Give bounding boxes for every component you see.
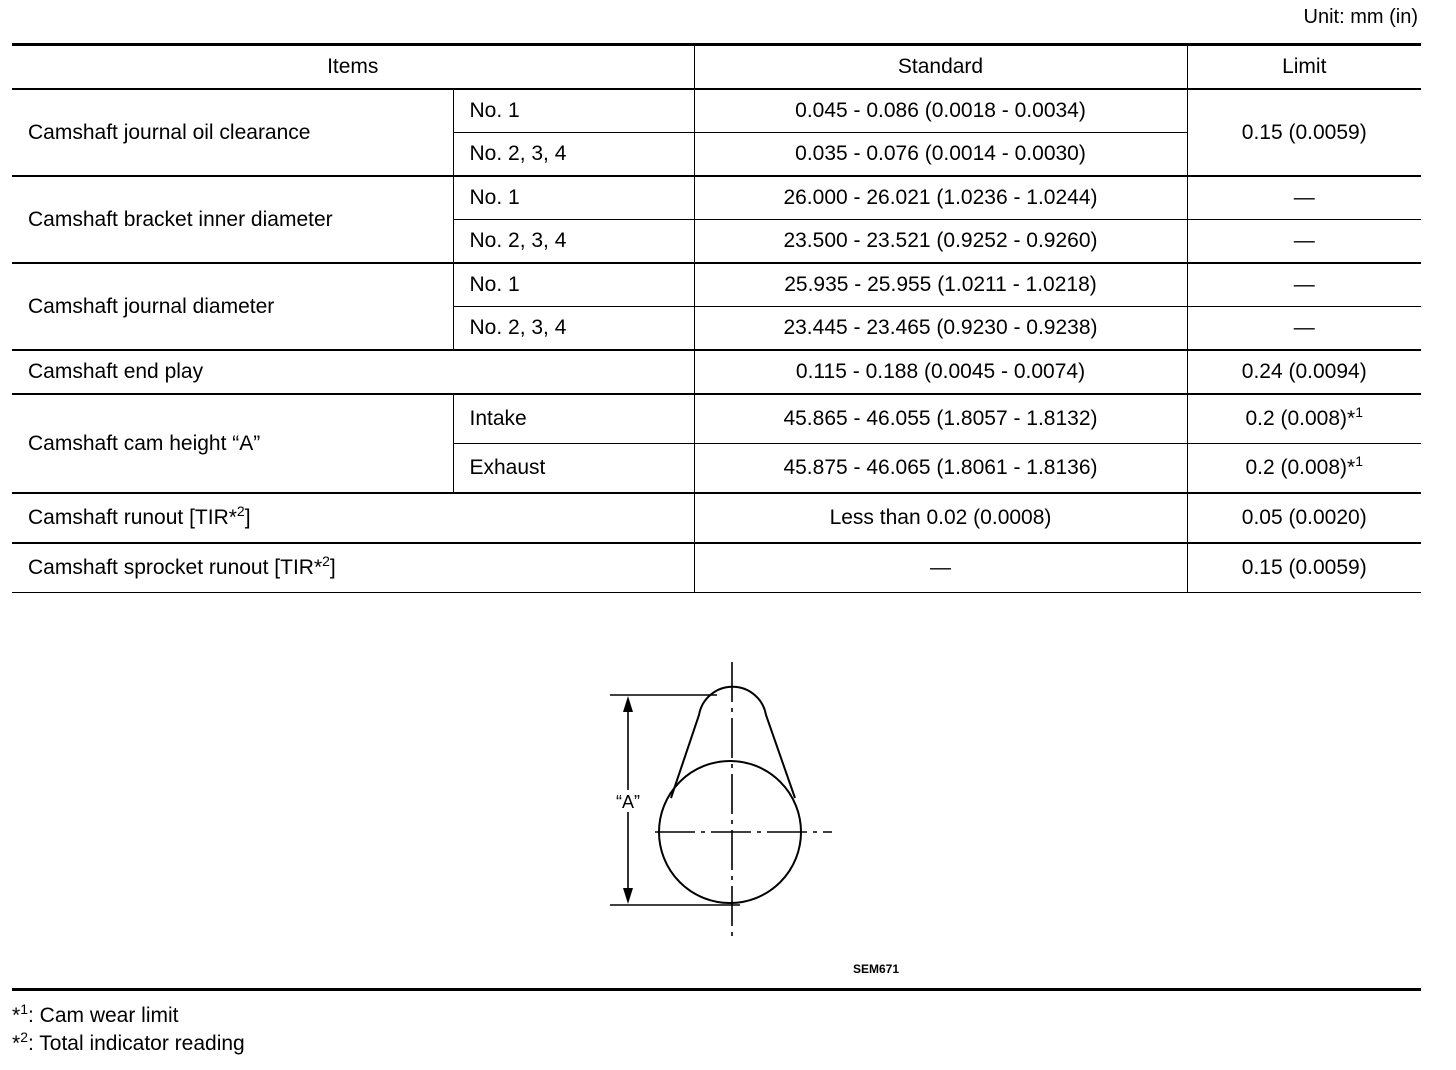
limit-text: 0.2 (0.008)* (1245, 456, 1356, 479)
footnotes (12, 1002, 245, 1058)
row-label-bracket-inner-diameter: Camshaft bracket inner diameter (12, 176, 453, 263)
footnote-mark: * (12, 1004, 21, 1027)
sub-label: No. 2, 3, 4 (453, 307, 694, 351)
row-label-sprocket-runout (12, 543, 694, 593)
sub-label: No. 2, 3, 4 (453, 220, 694, 264)
standard-value: 23.500 - 23.521 (0.9252 - 0.9260) (694, 220, 1187, 264)
table-row (12, 493, 1421, 543)
standard-value: 25.935 - 25.955 (1.0211 - 1.0218) (694, 263, 1187, 307)
standard-value: 26.000 - 26.021 (1.0236 - 1.0244) (694, 176, 1187, 220)
table-row (12, 176, 1421, 220)
limit-text: 0.2 (0.008)* (1245, 407, 1356, 430)
row-label-journal-oil-clearance: Camshaft journal oil clearance (12, 89, 453, 176)
table-row (12, 263, 1421, 307)
sub-label: Intake (453, 394, 694, 444)
footnote-1 (12, 1002, 245, 1030)
standard-value: 45.875 - 46.065 (1.8061 - 1.8136) (694, 444, 1187, 494)
runout-label-text: Camshaft runout [TIR* (28, 506, 237, 529)
footnote-mark: * (12, 1032, 21, 1055)
footnote-2 (12, 1030, 245, 1058)
header-standard: Standard (694, 45, 1187, 90)
standard-value: Less than 0.02 (0.0008) (694, 493, 1187, 543)
table-row (12, 394, 1421, 444)
footnote-ref: 1 (1355, 453, 1364, 469)
standard-value: 0.115 - 0.188 (0.0045 - 0.0074) (694, 350, 1187, 394)
dimension-label: “A” (616, 792, 640, 812)
limit-value: — (1187, 263, 1421, 307)
standard-value: 0.045 - 0.086 (0.0018 - 0.0034) (694, 89, 1187, 133)
cam-lobe-outline (671, 687, 795, 798)
table-header-row (12, 45, 1421, 90)
sub-label: No. 1 (453, 89, 694, 133)
footnote-number: 1 (20, 1001, 28, 1017)
figure-code: SEM671 (853, 962, 900, 976)
limit-value: 0.15 (0.0059) (1187, 543, 1421, 593)
sub-label: No. 1 (453, 176, 694, 220)
standard-value: 45.865 - 46.055 (1.8057 - 1.8132) (694, 394, 1187, 444)
footnote-text: : Total indicator reading (27, 1032, 245, 1055)
sub-label: No. 1 (453, 263, 694, 307)
footnote-ref: 1 (1355, 404, 1364, 420)
limit-value (1187, 394, 1421, 444)
footnote-number: 2 (20, 1029, 28, 1045)
limit-value (1187, 444, 1421, 494)
limit-value: — (1187, 220, 1421, 264)
row-label-end-play: Camshaft end play (12, 350, 694, 394)
footnote-ref: 2 (236, 503, 245, 519)
standard-value: — (694, 543, 1187, 593)
footnote-ref: 2 (322, 553, 330, 569)
limit-value: — (1187, 176, 1421, 220)
unit-label: Unit: mm (in) (1303, 6, 1418, 28)
standard-value: 23.445 - 23.465 (0.9230 - 0.9238) (694, 307, 1187, 351)
footnote-text: : Cam wear limit (27, 1004, 179, 1027)
table-row (12, 350, 1421, 394)
limit-value: 0.05 (0.0020) (1187, 493, 1421, 543)
row-label-cam-height: Camshaft cam height “A” (12, 394, 453, 493)
standard-value: 0.035 - 0.076 (0.0014 - 0.0030) (694, 133, 1187, 177)
row-label-runout (12, 493, 694, 543)
footnote-divider (12, 988, 1421, 991)
camshaft-spec-table (12, 43, 1421, 593)
sub-label: Exhaust (453, 444, 694, 494)
header-limit: Limit (1187, 45, 1421, 90)
dimension-arrow-up (623, 696, 633, 712)
dimension-arrow-down (623, 888, 633, 904)
header-items: Items (12, 45, 694, 90)
limit-value: 0.15 (0.0059) (1187, 89, 1421, 176)
cam-height-diagram (600, 660, 840, 945)
sprocket-runout-label-close: ] (329, 556, 336, 579)
sub-label: No. 2, 3, 4 (453, 133, 694, 177)
runout-label-close: ] (244, 506, 251, 529)
sprocket-runout-label-text: Camshaft sprocket runout [TIR* (28, 556, 323, 579)
limit-value: — (1187, 307, 1421, 351)
table-row (12, 89, 1421, 133)
row-label-journal-diameter: Camshaft journal diameter (12, 263, 453, 350)
table-row (12, 543, 1421, 593)
limit-value: 0.24 (0.0094) (1187, 350, 1421, 394)
